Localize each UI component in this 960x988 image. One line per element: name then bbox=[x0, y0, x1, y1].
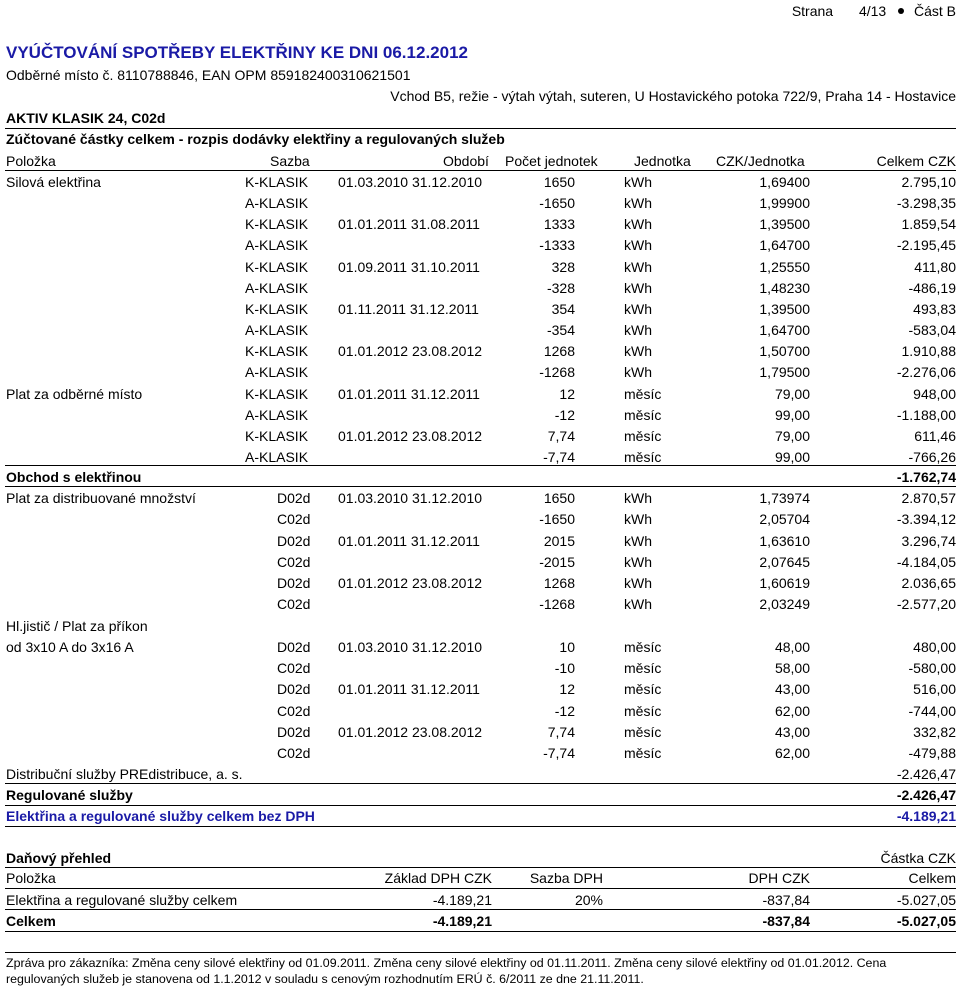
cell-cena: 1,63610 bbox=[759, 532, 810, 549]
cell-cena: 2,03249 bbox=[759, 596, 810, 613]
cell-pocet: -7,74 bbox=[543, 448, 575, 465]
tax-col-dph: DPH CZK bbox=[748, 870, 810, 886]
address: Vchod B5, režie - výtah výtah, suteren, U Hostavického potoka 722/9, Praha 14 - Hostavice bbox=[390, 88, 956, 104]
cell-cena: 1,25550 bbox=[759, 258, 810, 275]
cell-sazba: C02d bbox=[277, 745, 311, 761]
section-title: Zúčtované částky celkem - rozpis dodávky elektřiny a regulovaných služeb bbox=[6, 131, 505, 147]
cell-cena: 99,00 bbox=[774, 406, 810, 423]
cell-celkem: 2.795,10 bbox=[901, 174, 956, 190]
cell-celkem: -486,19 bbox=[908, 279, 956, 296]
cell-jednotka: kWh bbox=[624, 553, 652, 570]
cell-jednotka: měsíc bbox=[624, 448, 662, 465]
cell-cena: 79,00 bbox=[774, 385, 810, 402]
tax-row-sazba: 20% bbox=[574, 892, 603, 908]
cell-pocet: 12 bbox=[559, 385, 575, 402]
delivery-point: Odběrné místo č. 8110788846, EAN OPM 859182400310621501 bbox=[6, 67, 411, 83]
product-name: AKTIV KLASIK 24, C02d bbox=[6, 110, 166, 126]
cell-cena: 1,48230 bbox=[759, 279, 810, 296]
divider bbox=[5, 867, 956, 868]
page-indicator bbox=[792, 3, 956, 19]
col-celkem: Celkem CZK bbox=[876, 153, 956, 169]
cell-pocet: 1650 bbox=[543, 490, 575, 506]
cell-pocet: -12 bbox=[554, 406, 575, 423]
cell-sazba: D02d bbox=[277, 638, 311, 655]
divider bbox=[5, 128, 956, 129]
cell-sazba: K-KLASIK bbox=[245, 300, 309, 317]
cell-pocet: -1268 bbox=[539, 364, 575, 381]
document-title: VYÚČTOVÁNÍ SPOTŘEBY ELEKTŘINY KE DNI 06.12.2012 bbox=[6, 43, 468, 62]
cell-pocet: -1650 bbox=[539, 195, 575, 212]
cell-cena: 2,05704 bbox=[759, 511, 810, 528]
divider bbox=[5, 783, 956, 784]
tax-row-zaklad: -4.189,21 bbox=[432, 892, 492, 908]
cell-jednotka: měsíc bbox=[624, 385, 662, 402]
cell-cena: 48,00 bbox=[774, 638, 810, 655]
cell-sazba: A-KLASIK bbox=[245, 448, 309, 465]
cell-pocet: 12 bbox=[559, 681, 575, 698]
cell-jednotka: kWh bbox=[624, 174, 652, 190]
cell-celkem: -2.276,06 bbox=[896, 364, 956, 381]
tax-total-zaklad: -4.189,21 bbox=[432, 913, 492, 929]
cell-sazba: C02d bbox=[277, 702, 311, 719]
cell-cena: 43,00 bbox=[774, 681, 810, 698]
cell-celkem: 2.870,57 bbox=[901, 490, 956, 506]
cell-sazba: C02d bbox=[277, 511, 311, 528]
cell-pocet: 1268 bbox=[543, 575, 575, 591]
cell-pocet: 1268 bbox=[543, 343, 575, 360]
divider bbox=[5, 931, 956, 932]
cell-sazba: K-KLASIK bbox=[245, 216, 309, 233]
cell-sazba: D02d bbox=[277, 532, 311, 549]
cell-sazba: A-KLASIK bbox=[245, 195, 309, 212]
cell-pocet: 1650 bbox=[543, 174, 575, 190]
cell-pocet: -328 bbox=[546, 279, 575, 296]
cell-celkem: 1.910,88 bbox=[901, 343, 956, 360]
total-value: -4.189,21 bbox=[896, 808, 956, 824]
cell-jednotka: měsíc bbox=[624, 406, 662, 423]
cell-pocet: -10 bbox=[554, 660, 575, 676]
cell-jednotka: kWh bbox=[624, 216, 652, 233]
col-polozka: Položka bbox=[6, 153, 56, 169]
cell-cena: 58,00 bbox=[774, 660, 810, 676]
cell-jednotka: kWh bbox=[624, 300, 652, 317]
cell-jednotka: kWh bbox=[624, 511, 652, 528]
cell-celkem: 480,00 bbox=[913, 638, 956, 655]
cell-cena: 1,64700 bbox=[759, 237, 810, 254]
cell-obdobi: 01.01.2011 31.12.2011 bbox=[338, 681, 480, 698]
cell-jednotka: kWh bbox=[624, 322, 652, 339]
cell-cena: 2,07645 bbox=[759, 553, 810, 570]
cell-celkem: -4.184,05 bbox=[896, 553, 956, 570]
divider bbox=[5, 170, 956, 171]
cell-celkem: -766,26 bbox=[908, 448, 956, 465]
cell-jednotka: měsíc bbox=[624, 660, 662, 676]
cell-celkem: -580,00 bbox=[908, 660, 956, 676]
tax-row-label: Elektřina a regulované služby celkem bbox=[6, 892, 238, 908]
cell-celkem: 1.859,54 bbox=[901, 216, 956, 233]
cell-cena: 62,00 bbox=[774, 745, 810, 761]
cell-sazba: K-KLASIK bbox=[245, 427, 309, 444]
cell-sazba: D02d bbox=[277, 575, 311, 591]
cell-jednotka: kWh bbox=[624, 364, 652, 381]
cell-pocet: 2015 bbox=[543, 532, 575, 549]
tax-title-right: Částka CZK bbox=[880, 850, 956, 866]
cell-sazba: A-KLASIK bbox=[245, 322, 309, 339]
cell-sazba: C02d bbox=[277, 660, 311, 676]
bullet-icon bbox=[898, 8, 904, 14]
cell-obdobi: 01.01.2012 23.08.2012 bbox=[338, 575, 483, 591]
cell-obdobi: 01.03.2010 31.12.2010 bbox=[338, 174, 483, 190]
tax-row-dph: -837,84 bbox=[762, 892, 810, 908]
cell-cena: 1,73974 bbox=[759, 490, 810, 506]
cell-sazba: K-KLASIK bbox=[245, 174, 309, 190]
col-cena: CZK/Jednotka bbox=[716, 153, 805, 169]
cell-cena: 1,60619 bbox=[759, 575, 810, 591]
cell-pocet: 7,74 bbox=[547, 723, 575, 740]
cell-celkem: 2.036,65 bbox=[901, 575, 956, 591]
cell-jednotka: měsíc bbox=[624, 702, 662, 719]
cell-jednotka: kWh bbox=[624, 343, 652, 360]
cell-pocet: -354 bbox=[546, 322, 575, 339]
cell-sazba: A-KLASIK bbox=[245, 406, 309, 423]
cell-pocet: -7,74 bbox=[543, 745, 575, 761]
total-label: Elektřina a regulované služby celkem bez DPH bbox=[6, 808, 315, 824]
cell-obdobi: 01.11.2011 31.12.2011 bbox=[338, 300, 479, 317]
cell-pocet: -12 bbox=[554, 702, 575, 719]
cell-obdobi: 01.01.2012 23.08.2012 bbox=[338, 343, 483, 360]
col-pocet: Počet jednotek bbox=[505, 153, 598, 169]
tax-col-sazba: Sazba DPH bbox=[529, 870, 603, 886]
cell-pocet: 354 bbox=[551, 300, 575, 317]
tax-total-label: Celkem bbox=[6, 913, 56, 929]
obchod-value: -1.762,74 bbox=[896, 469, 956, 485]
cell-jednotka: kWh bbox=[624, 575, 652, 591]
cell-jednotka: kWh bbox=[624, 258, 652, 275]
cell-celkem: -2.195,45 bbox=[896, 237, 956, 254]
cell-cena: 43,00 bbox=[774, 723, 810, 740]
cell-obdobi: 01.03.2010 31.12.2010 bbox=[338, 490, 483, 506]
cell-celkem: 948,00 bbox=[913, 385, 956, 402]
cell-sazba: C02d bbox=[277, 596, 311, 613]
cell-pocet: -1268 bbox=[539, 596, 575, 613]
cell-obdobi: 01.03.2010 31.12.2010 bbox=[338, 638, 483, 655]
cell-sazba: C02d bbox=[277, 553, 311, 570]
tax-total-celkem: -5.027,05 bbox=[896, 913, 956, 929]
cell-cena: 1,50700 bbox=[759, 343, 810, 360]
cell-sazba: D02d bbox=[277, 723, 311, 740]
cell-obdobi: 01.01.2012 23.08.2012 bbox=[338, 723, 483, 740]
page-number: 4/13 bbox=[858, 3, 887, 19]
cell-jednotka: kWh bbox=[624, 237, 652, 254]
cell-obdobi: 01.09.2011 31.10.2011 bbox=[338, 258, 480, 275]
divider bbox=[5, 486, 956, 487]
cell-celkem: 611,46 bbox=[914, 427, 956, 444]
cell-obdobi: 01.01.2011 31.12.2011 bbox=[338, 385, 480, 402]
tax-col-polozka: Položka bbox=[6, 870, 56, 886]
divider bbox=[5, 805, 956, 806]
cell-cena: 1,64700 bbox=[759, 322, 810, 339]
cell-sazba: A-KLASIK bbox=[245, 279, 309, 296]
cell-celkem: -2.577,20 bbox=[896, 596, 956, 613]
cell-label: od 3x10 A do 3x16 A bbox=[6, 638, 134, 655]
cell-label: Hl.jistič / Plat za příkon bbox=[6, 617, 148, 634]
cell-label: Plat za odběrné místo bbox=[6, 385, 143, 402]
cell-jednotka: kWh bbox=[624, 279, 652, 296]
col-sazba: Sazba bbox=[270, 153, 310, 169]
cell-jednotka: měsíc bbox=[624, 638, 662, 655]
cell-jednotka: kWh bbox=[624, 532, 652, 549]
cell-sazba: K-KLASIK bbox=[245, 258, 309, 275]
cell-cena: 62,00 bbox=[774, 702, 810, 719]
tax-row-celkem: -5.027,05 bbox=[896, 892, 956, 908]
cell-pocet: 1333 bbox=[543, 216, 575, 233]
cell-celkem: 516,00 bbox=[913, 681, 956, 698]
cell-celkem: 3.296,74 bbox=[901, 532, 956, 549]
obchod-label: Obchod s elektřinou bbox=[6, 469, 142, 485]
cell-cena: 1,79500 bbox=[759, 364, 810, 381]
cell-sazba: A-KLASIK bbox=[245, 364, 309, 381]
cell-celkem: 493,83 bbox=[913, 300, 956, 317]
cell-label: Silová elektřina bbox=[6, 174, 101, 190]
tax-title: Daňový přehled bbox=[6, 850, 112, 866]
cell-jednotka: měsíc bbox=[624, 745, 662, 761]
cell-celkem: 411,80 bbox=[914, 258, 956, 275]
cell-jednotka: kWh bbox=[624, 195, 652, 212]
cell-jednotka: měsíc bbox=[624, 681, 662, 698]
footer-line-1: Zpráva pro zákazníka: Změna ceny silové elektřiny od 01.09.2011. Změna ceny silové elektřiny od 01.11.2011. Změna ceny silové elektřiny od 01.01.2012. Cena bbox=[6, 956, 887, 970]
cell-celkem: -3.394,12 bbox=[896, 511, 956, 528]
cell-obdobi: 01.01.2011 31.08.2011 bbox=[338, 216, 480, 233]
distribucni-value: -2.426,47 bbox=[896, 766, 956, 782]
cell-obdobi: 01.01.2011 31.12.2011 bbox=[338, 532, 480, 549]
cell-cena: 79,00 bbox=[774, 427, 810, 444]
cell-pocet: -2015 bbox=[539, 553, 575, 570]
cell-jednotka: měsíc bbox=[624, 427, 662, 444]
tax-col-celkem: Celkem bbox=[908, 870, 956, 886]
cell-celkem: -744,00 bbox=[908, 702, 956, 719]
regulovane-label: Regulované služby bbox=[6, 787, 133, 803]
cell-label: Plat za distribuované množství bbox=[6, 490, 196, 506]
cell-celkem: -3.298,35 bbox=[896, 195, 956, 212]
cell-sazba: K-KLASIK bbox=[245, 385, 309, 402]
cell-pocet: 328 bbox=[551, 258, 575, 275]
cell-celkem: -583,04 bbox=[908, 322, 956, 339]
col-obdobi: Období bbox=[443, 153, 489, 169]
cell-cena: 99,00 bbox=[774, 448, 810, 465]
part-label: Část B bbox=[913, 3, 956, 19]
cell-celkem: 332,82 bbox=[913, 723, 956, 740]
cell-cena: 1,99900 bbox=[759, 195, 810, 212]
cell-celkem: -479,88 bbox=[908, 745, 956, 761]
tax-col-zaklad: Základ DPH CZK bbox=[384, 870, 492, 886]
divider bbox=[5, 888, 956, 889]
cell-pocet: -1650 bbox=[539, 511, 575, 528]
cell-obdobi: 01.01.2012 23.08.2012 bbox=[338, 427, 483, 444]
footer-line-2: regulovaných služeb je stanovena od 1.1.2012 v souladu s cenovým rozhodnutím ERÚ č. 6/2011 ze dne 21.11.2011. bbox=[6, 972, 644, 986]
page-label: Strana bbox=[791, 3, 834, 19]
cell-cena: 1,39500 bbox=[759, 300, 810, 317]
col-jednotka: Jednotka bbox=[634, 153, 691, 169]
cell-cena: 1,69400 bbox=[759, 174, 810, 190]
cell-sazba: D02d bbox=[277, 681, 311, 698]
divider bbox=[5, 909, 956, 910]
cell-sazba: K-KLASIK bbox=[245, 343, 309, 360]
cell-celkem: -1.188,00 bbox=[896, 406, 956, 423]
cell-jednotka: kWh bbox=[624, 490, 652, 506]
cell-pocet: 7,74 bbox=[547, 427, 575, 444]
divider bbox=[5, 465, 956, 466]
cell-cena: 1,39500 bbox=[759, 216, 810, 233]
cell-pocet: 10 bbox=[559, 638, 575, 655]
divider bbox=[5, 952, 956, 953]
distribucni-label: Distribuční služby PREdistribuce, a. s. bbox=[6, 766, 243, 782]
cell-jednotka: měsíc bbox=[624, 723, 662, 740]
regulovane-value: -2.426,47 bbox=[896, 787, 956, 803]
tax-total-dph: -837,84 bbox=[762, 913, 810, 929]
divider bbox=[5, 826, 956, 827]
cell-jednotka: kWh bbox=[624, 596, 652, 613]
cell-pocet: -1333 bbox=[539, 237, 575, 254]
cell-sazba: A-KLASIK bbox=[245, 237, 309, 254]
cell-sazba: D02d bbox=[277, 490, 311, 506]
